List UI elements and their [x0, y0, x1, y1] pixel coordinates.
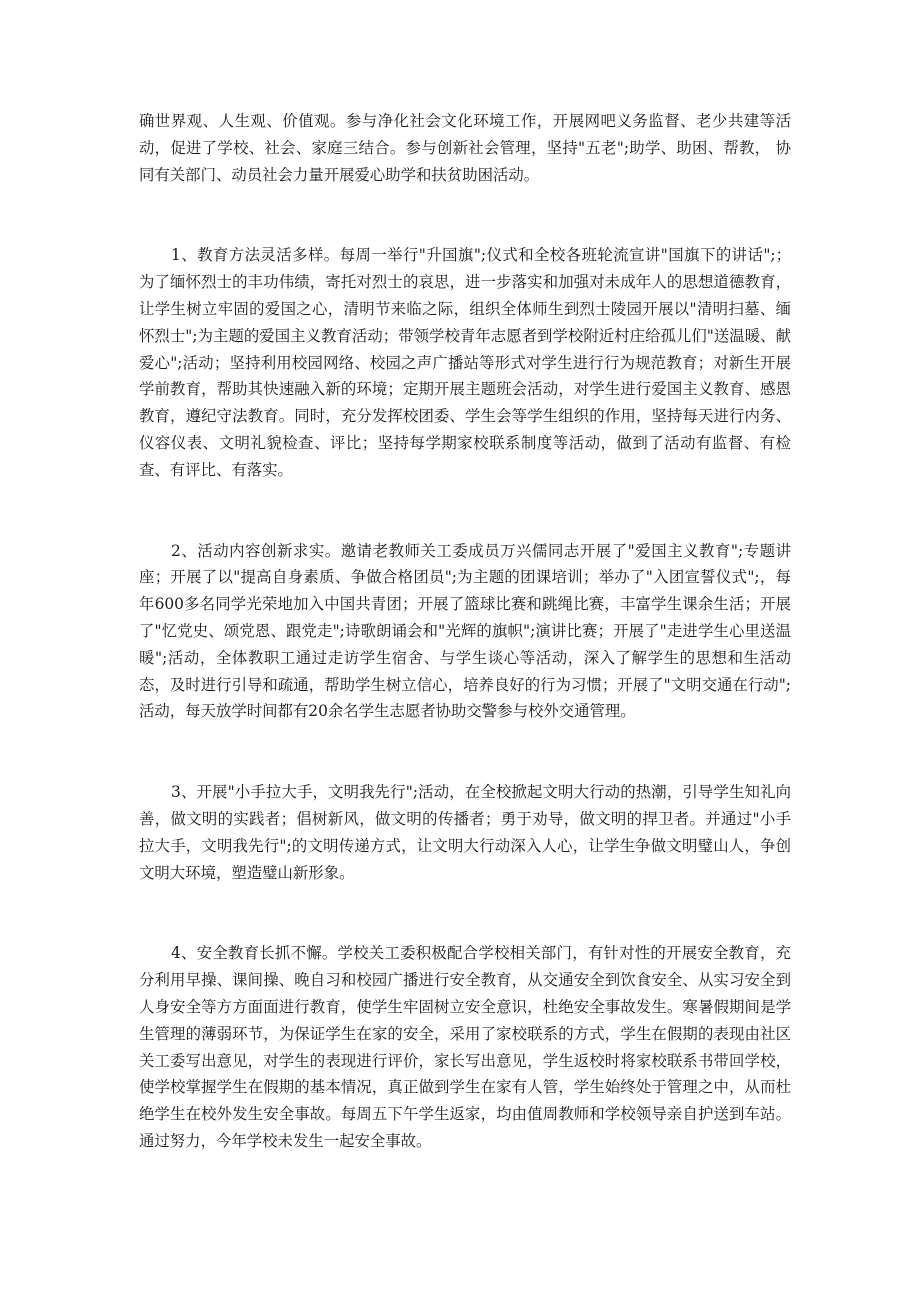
- document-page: [139, 108, 791, 1155]
- paragraph-item-2: 2、活动内容创新求实。邀请老教师关工委成员万兴儒同志开展了"爱国主义教育";专题讲座；开展了以"提高自身素质、争做合格团员";为主题的团课培训；举办了"入团宣誓仪式";，每年600多名同学光荣地加入中国共青团；开展了篮球比赛和跳绳比赛，丰富学生课余生活；开展了"忆党史、颂党恩、跟党走";诗歌朗诵会和"光辉的旗帜";演讲比赛；开展了"走进学生心里送温暖";活动，全体教职工通过走访学生宿舍、与学生谈心等活动，深入了解学生的思想和生活动态，及时进行引导和疏通，帮助学生树立信心，培养良好的行为习惯；开展了"文明交通在行动";活动，每天放学时间都有20余名学生志愿者协助交警参与校外交通管理。: [139, 541, 792, 721]
- paragraph-item-1: 1、教育方法灵活多样。每周一举行"升国旗";仪式和全校各班轮流宣讲"国旗下的讲话";； 为了缅怀烈士的丰功伟绩，寄托对烈士的哀思，进一步落实和加强对未成年人的思想道德教育，让学生树立牢固的爱国之心，清明节来临之际，组织全体师生到烈士陵园开展以"清明扫墓、缅怀烈士";为主题的爱国主义教育活动；带领学校青年志愿者到学校附近村庄给孤儿们"送温暖、献爱心";活动；坚持利用校园网络、校园之声广播站等形式对学生进行行为规范教育；对新生开展学前教育，帮助其快速融入新的环境；定期开展主题班会活动，对学生进行爱国主义教育、感恩教育，遵纪守法教育。同时，充分发挥校团委、学生会等学生组织的作用，坚持每天进行内务、仪容仪表、文明礼貌检查、评比；坚持每学期家校联系制度等活动，做到了活动有监督、有检查、有评比、有落实。: [139, 246, 791, 479]
- paragraph-gap: [139, 188, 791, 242]
- paragraph-intro: 确世界观、人生观、价值观。参与净化社会文化环境工作，开展网吧义务监督、老少共建等活动，促进了学校、社会、家庭三结合。参与创新社会管理，坚持"五老";助学、助困、帮教， 协同有关部门、动员社会力量开展爱心助学和扶贫助困活动。: [139, 112, 791, 184]
- paragraph-gap: [139, 725, 791, 779]
- paragraph-item-4: 4、安全教育长抓不懈。学校关工委积极配合学校相关部门，有针对性的开展安全教育，充分利用早操、课间操、晚自习和校园广播进行安全教育，从交通安全到饮食安全、从实习安全到人身安全等方方面面进行教育，使学生牢固树立安全意识，杜绝安全事故发生。寒暑假期间是学生管理的薄弱环节，为保证学生在家的安全，采用了家校联系的方式，学生在假期的表现由社区关工委写出意见，对学生的表现进行评价，家长写出意见，学生返校时将家校联系书带回学校，使学校掌握学生在假期的基本情况，真正做到学生在家有人管，学生始终处于管理之中，从而杜绝学生在校外发生安全事故。每周五下午学生返家，均由值周教师和学校领导亲自护送到车站。通过努力，今年学校未发生一起安全事故。: [139, 944, 791, 1150]
- paragraph-item-3: 3、开展"小手拉大手，文明我先行";活动，在全校掀起文明大行动的热潮，引导学生知礼向善，做文明的实践者；倡树新风，做文明的传播者；勇于劝导，做文明的捍卫者。并通过"小手拉大手，文明我先行";的文明传递方式，让文明大行动深入人心，让学生争做文明璧山人，争创文明大环境，塑造璧山新形象。: [139, 783, 791, 882]
- paragraph-gap: [139, 484, 791, 538]
- paragraph-gap: [139, 886, 791, 940]
